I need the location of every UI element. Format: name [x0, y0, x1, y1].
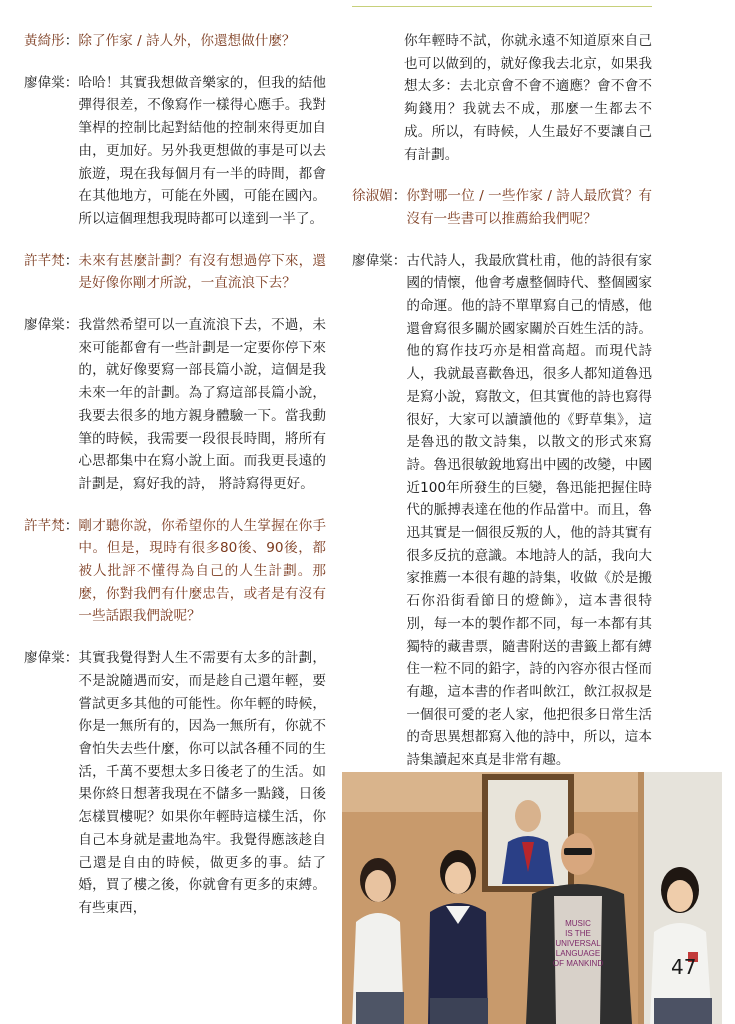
- speaker-name: 廖偉棠: [24, 650, 65, 667]
- speaker-separator: ：: [64, 650, 79, 667]
- question-paragraph: [24, 30, 326, 53]
- paragraph-continuation: 你年輕時不試，你就永遠不知道原來自己也可以做到的，就好像我去北京，如果我想太多：去北京會不會不適應？會不會不夠錢用？我就去不成，那麼一生都去不成。所以，有時候，人生最好不要讓自己有計劃。: [404, 33, 652, 163]
- question-text: 除了作家 / 詩人外，你還想做什麼？: [78, 33, 296, 49]
- svg-text:MUSIC: MUSIC: [565, 919, 591, 928]
- answer-paragraph: [24, 647, 326, 919]
- svg-text:UNIVERSAL: UNIVERSAL: [555, 939, 601, 948]
- speaker-separator: ：: [64, 252, 79, 269]
- speaker-separator: ：: [392, 252, 407, 269]
- speaker-name: 徐淑媚: [352, 188, 393, 205]
- question-text: 你對哪一位 / 一些作家 / 詩人最欣賞？有沒有一些書可以推薦給我們呢？: [406, 188, 652, 227]
- answer-text: 古代詩人，我最欣賞杜甫，他的詩很有家國的情懷，他會考慮整個時代、整個國家的命運。他的詩不單單寫自己的情感，他還會寫很多關於國家關於百姓生活的詩。他的寫作技巧亦是相當高超。而現代詩人，我就最喜歡魯迅，很多人都知道魯迅是寫小說，寫散文，但其實他的詩也寫得很好，大家可以讀讀他的《野草集》，這是魯迅的散文詩集，以散文的形式來寫詩。魯迅很敏銳地寫出中國的改變，中國近100年所發生的巨變，魯迅能把握住時代的脈搏表達在他的作品當中。而且，魯迅其實是一個很反叛的人，他的詩其實有很多反抗的意識。本地詩人的話，我向大家推薦一本很有趣的詩集，收做《於是搬石你沿街看節日的燈飾》，這本書很特別，每一本的製作都不同，每一本都有其獨特的藏書票，隨書附送的書籤上都有縛住一粒不同的鉛字，詩的內容亦很古怪而有趣，這本書的作者叫飲江，飲江叔叔是一個很可愛的老人家，他把很多日常生活的奇思異想都寫入他的詩中，所以，這本詩集讀起來真是非常有趣。: [406, 252, 652, 769]
- answer-text: 我當然希望可以一直流浪下去，不過，未來可能都會有一些計劃是一定要你停下來的，就好像要寫一部長篇小說，這個是我未來一年的計劃。為了寫這部長篇小說，我要去很多的地方親身體驗一下。當我動筆的時候，我需要一段很長時間，將所有心思都集中在寫小說上面。而我更長遠的計劃是，寫好我的詩， 將詩寫得更好。: [78, 317, 326, 492]
- question-paragraph: [24, 515, 326, 629]
- speaker-name: 廖偉棠: [24, 317, 65, 334]
- speaker-separator: ：: [64, 33, 79, 49]
- question-text: 剛才聽你說，你希望你的人生掌握在你手中。但是，現時有很多80後、90後，都被人批評不懂得為自己的人生計劃。那麼，你對我們有什麼忠告，或者是有沒有一些話跟我們說呢？: [78, 517, 326, 625]
- answer-paragraph: [24, 72, 326, 231]
- group-photo: [342, 772, 722, 1024]
- answer-paragraph: [352, 250, 652, 772]
- speaker-separator: ：: [392, 188, 407, 205]
- speaker-separator: ：: [64, 317, 79, 334]
- svg-text:LANGUAGE: LANGUAGE: [555, 949, 601, 958]
- question-text: 未來有甚麼計劃？有沒有想過停下來，還是好像你剛才所說，一直流浪下去？: [78, 252, 326, 292]
- speaker-name: 廖偉棠: [24, 74, 65, 91]
- answer-paragraph: [24, 314, 326, 496]
- left-column: [24, 30, 326, 939]
- answer-text: 哈哈！其實我想做音樂家的，但我的結他彈得很差，不像寫作一樣得心應手。我對筆桿的控制比起對結他的控制來得更加自由，更加好。另外我更想做的事是可以去旅遊，現在我每個月有一半的時間，都會在其他地方，可能在外國，可能在國內。所以這個理想我現時都可以達到一半了。: [78, 74, 326, 227]
- svg-text:OF MANKIND: OF MANKIND: [552, 959, 604, 968]
- speaker-name: 黃綺彤: [24, 33, 65, 49]
- speaker-name: 廖偉棠: [352, 252, 393, 269]
- speaker-separator: ：: [64, 517, 79, 534]
- question-paragraph: [352, 185, 652, 230]
- right-column: [352, 30, 652, 791]
- speaker-name: 許芊梵: [24, 517, 65, 534]
- speaker-separator: ：: [64, 74, 79, 91]
- answer-text: 其實我覺得對人生不需要有太多的計劃，不是說隨遇而安，而是趁自己還年輕，要嘗試更多其他的可能性。你年輕的時候，你是一無所有的，因為一無所有，你就不會怕失去些什麼，你可以試各種不同的生活，千萬不要想太多日後老了的生活。如果你終日想著我現在不儲多一點錢，日後怎樣買樓呢？如果你年輕時這樣生活，你自己本身就是畫地為牢。我覺得應該趁自己還是自由的時候，做更多的事。結了婚，買了樓之後，你就會有更多的束縛。有些東西，: [78, 650, 326, 916]
- speaker-name: 許芊梵: [24, 252, 65, 269]
- svg-text:IS THE: IS THE: [565, 929, 591, 938]
- question-paragraph: [24, 250, 326, 295]
- page-number: 47: [671, 955, 697, 979]
- top-rule: [352, 6, 652, 7]
